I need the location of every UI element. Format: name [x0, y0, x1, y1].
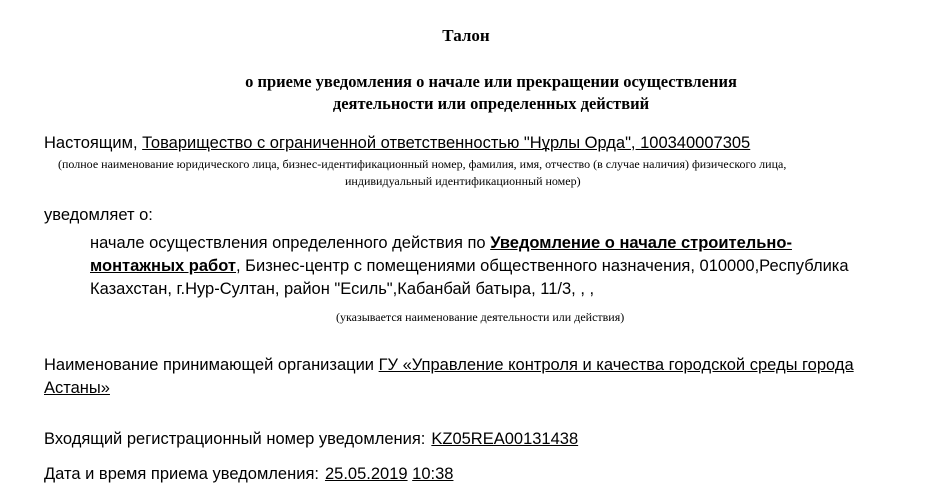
- document-title: Талон: [442, 26, 490, 45]
- registration-number: KZ05REA00131438: [431, 430, 579, 448]
- activity-note: (указывается наименование деятельности или действия): [336, 310, 625, 324]
- document-subtitle-line2: деятельности или определенных действий: [332, 94, 650, 113]
- notifies-label: уведомляет о:: [44, 206, 153, 224]
- applicant-note-line1: (полное наименование юридического лица, бизнес-идентификационный номер, фамилия, имя, отчество (в случае наличия) физического лица,: [58, 157, 787, 171]
- applicant-value: Товарищество с ограниченной ответственностью "Нұрлы Орда", 100340007305: [142, 134, 751, 152]
- activity-line3: Казахстан, г.Нур-Султан, район "Есиль",Кабанбай батыра, 11/3, , ,: [90, 280, 595, 298]
- datetime-row: [44, 465, 453, 484]
- applicant-label: Настоящим,: [44, 134, 138, 152]
- receipt-date: 25.05.2019: [324, 465, 408, 483]
- activity-text-1: начале осуществления определенного действия по: [90, 234, 486, 252]
- datetime-label: Дата и время приема уведомления:: [44, 465, 319, 483]
- organization-row: [44, 356, 854, 375]
- activity-line1: [90, 234, 792, 253]
- activity-address-part1: , Бизнес-центр с помещениями общественного назначения, 010000,Республика: [236, 257, 849, 275]
- organization-label: Наименование принимающей организации: [44, 356, 375, 374]
- activity-name-part1: Уведомление о начале строительно-: [490, 234, 792, 252]
- receipt-time: 10:38: [412, 465, 454, 483]
- activity-line2: [90, 257, 849, 276]
- applicant-note-line2: индивидуальный идентификационный номер): [345, 174, 581, 188]
- document-subtitle-line1: о приеме уведомления о начале или прекращении осуществления: [245, 72, 737, 91]
- applicant-row: [44, 134, 750, 153]
- registration-row: [44, 430, 578, 449]
- organization-value-line2: Астаны»: [44, 379, 110, 397]
- activity-name-part2: монтажных работ: [90, 257, 237, 275]
- registration-label: Входящий регистрационный номер уведомления:: [44, 430, 426, 448]
- organization-value-line1: ГУ «Управление контроля и качества городской среды города: [378, 356, 854, 374]
